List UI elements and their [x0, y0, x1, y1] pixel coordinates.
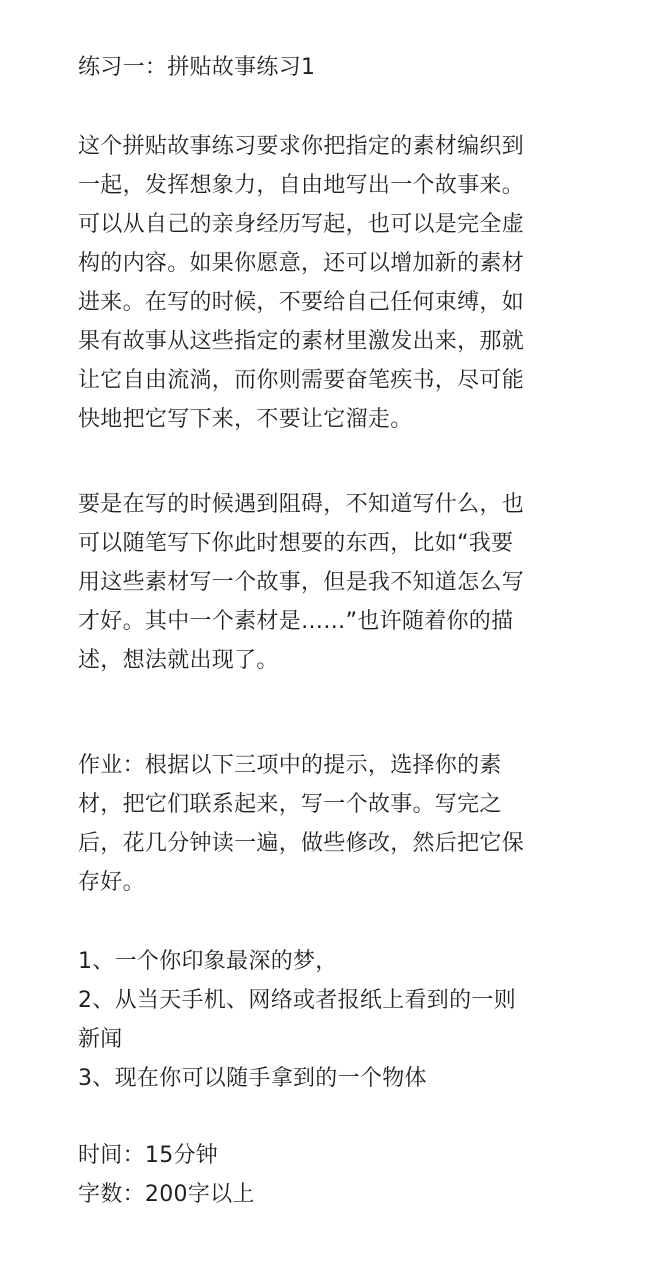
text-line: 构的内容。如果你愿意，还可以增加新的素材 [78, 251, 525, 276]
time-requirement: 时间：15分钟 [78, 1143, 219, 1168]
requirements [78, 1136, 578, 1214]
paragraph-obstacle [78, 485, 578, 680]
text-line: 要是在写的时候遇到阻碍，不知道写什么，也 [78, 492, 525, 517]
text-line: 果有故事从这些指定的素材里激发出来，那就 [78, 329, 525, 354]
paragraph-intro [78, 127, 578, 439]
text-line: 进来。在写的时候，不要给自己任何束缚，如 [78, 290, 525, 315]
text-line: 快地把它写下来，不要让它溜走。 [78, 407, 413, 432]
text-line: 才好。其中一个素材是……”也许随着你的描 [78, 609, 514, 634]
list-item: 新闻 [78, 1027, 123, 1052]
text-line: 让它自由流淌，而你则需要奋笔疾书，尽可能 [78, 368, 525, 393]
text-line: 一起，发挥想象力，自由地写出一个故事来。 [78, 173, 525, 198]
text-line: 后，花几分钟读一遍，做些修改，然后把它保 [78, 831, 525, 856]
paragraph-homework [78, 746, 578, 902]
text-line: 存好。 [78, 870, 145, 895]
text-line: 述，想法就出现了。 [78, 648, 279, 673]
exercise-title: 练习一：拼贴故事练习1 [78, 55, 316, 80]
list-item: 3、现在你可以随手拿到的一个物体 [78, 1066, 427, 1091]
text-line: 材，把它们联系起来，写一个故事。写完之 [78, 792, 502, 817]
word-count-requirement: 字数：200字以上 [78, 1182, 255, 1207]
text-line: 作业：根据以下三项中的提示，选择你的素 [78, 753, 502, 778]
prompt-list [78, 942, 578, 1098]
text-line: 用这些素材写一个故事，但是我不知道怎么写 [78, 570, 525, 595]
list-item: 1、一个你印象最深的梦， [78, 949, 338, 974]
text-line: 可以从自己的亲身经历写起，也可以是完全虚 [78, 212, 525, 237]
document-body [78, 48, 578, 1214]
list-item: 2、从当天手机、网络或者报纸上看到的一则 [78, 988, 516, 1013]
text-line: 这个拼贴故事练习要求你把指定的素材编织到 [78, 134, 525, 159]
text-line: 可以随笔写下你此时想要的东西，比如“我要 [78, 531, 514, 556]
